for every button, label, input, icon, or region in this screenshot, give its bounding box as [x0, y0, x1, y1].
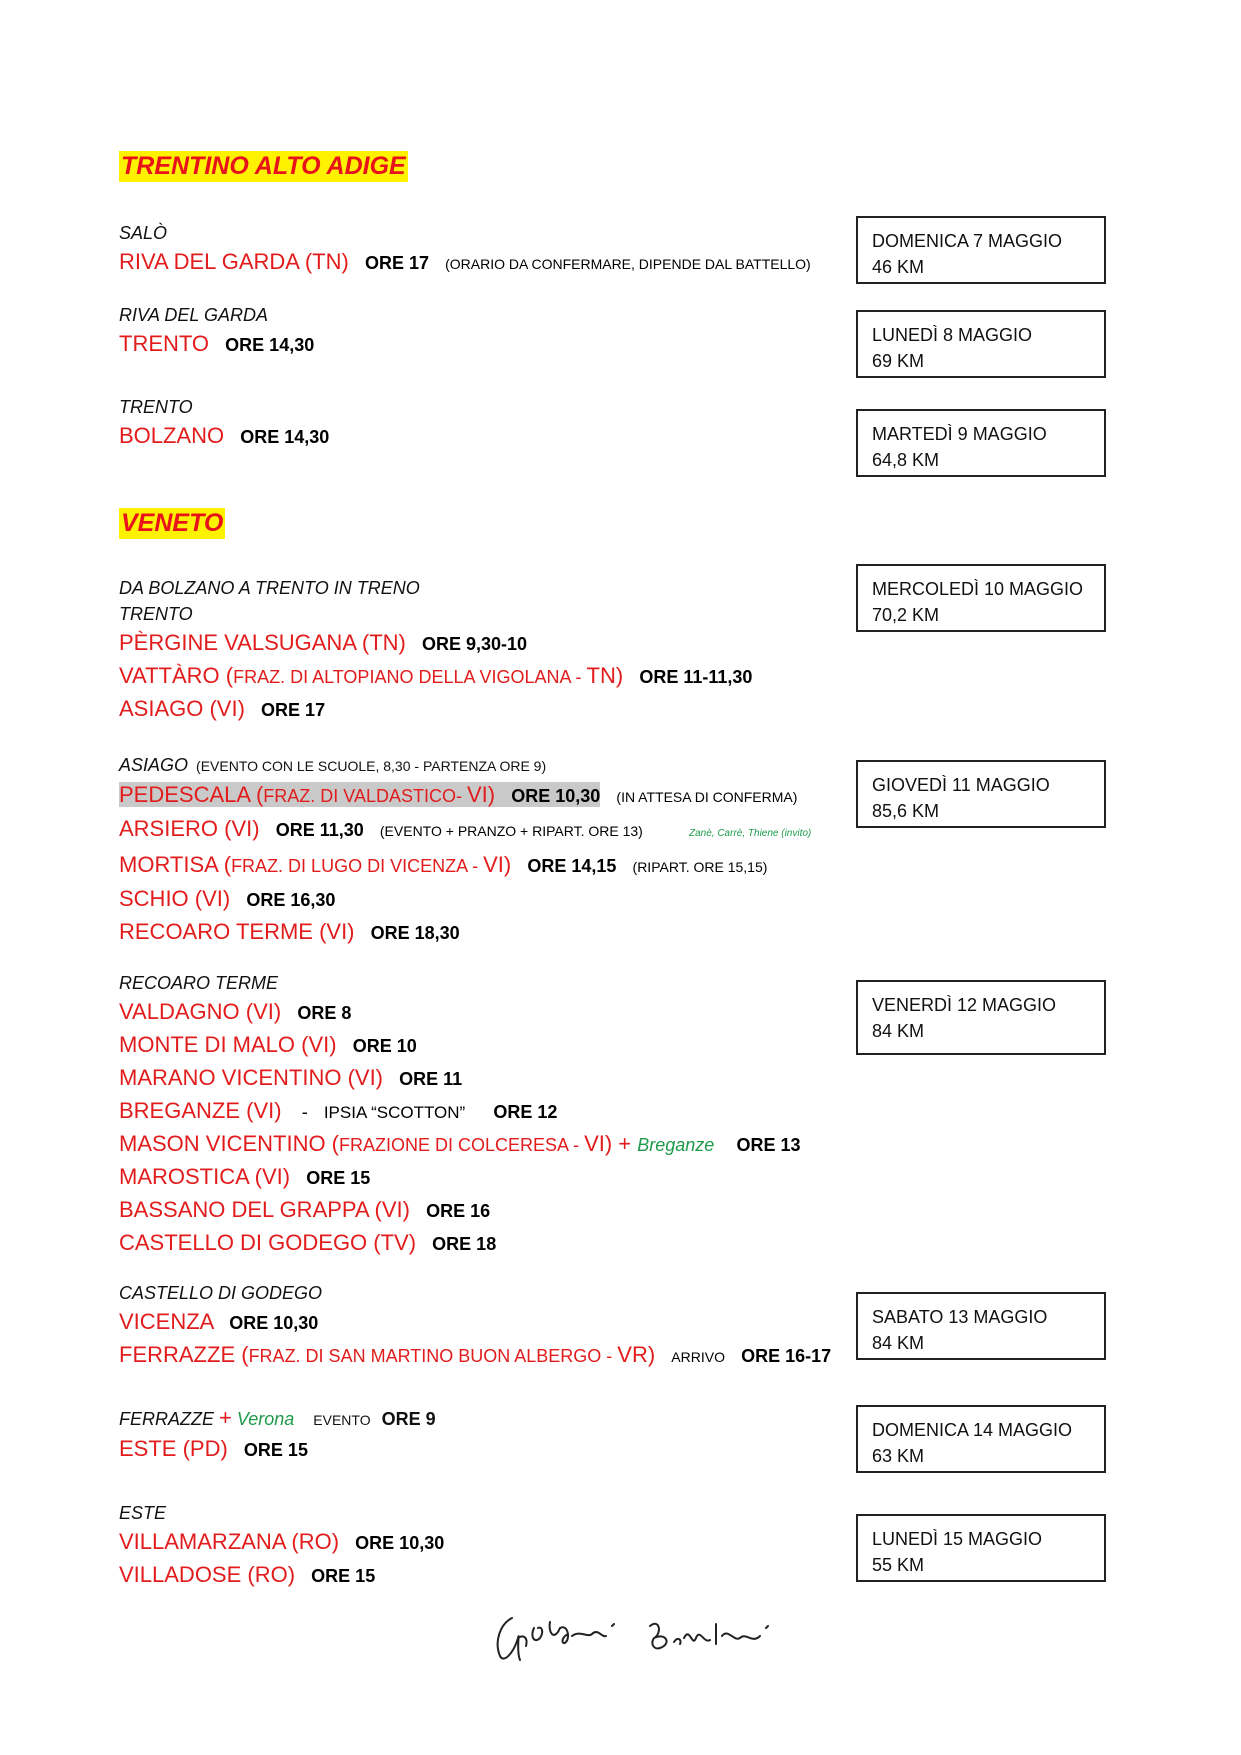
- stop-time: ORE 14,30: [240, 427, 330, 447]
- km-label: 85,6 KM: [872, 801, 940, 821]
- stage-block: [119, 752, 819, 949]
- stage-block: [119, 220, 819, 280]
- date-label: LUNEDÌ 8 MAGGIO: [872, 325, 1033, 345]
- stop-line: [119, 1161, 819, 1194]
- stop-note: (EVENTO + PRANZO + RIPART. ORE 13): [379, 823, 643, 839]
- stop-city: RECOARO TERME (VI): [119, 919, 355, 944]
- stop-city: MONTE DI MALO (VI): [119, 1032, 337, 1057]
- stop-time: ORE 10,30: [511, 786, 601, 806]
- date-label: DOMENICA 14 MAGGIO: [872, 1420, 1073, 1440]
- stage-origin-name: ASIAGO: [119, 755, 189, 775]
- stage-origin: DA BOLZANO A TRENTO IN TRENO: [119, 578, 420, 598]
- stop-line: [119, 1062, 819, 1095]
- date-label: MERCOLEDÌ 10 MAGGIO: [872, 579, 1084, 599]
- stop-city: MARANO VICENTINO (VI): [119, 1065, 384, 1090]
- stop-city: VILLAMARZANA (RO): [119, 1529, 340, 1554]
- stop-time: ORE 10,30: [229, 1313, 319, 1333]
- stop-line: [119, 627, 819, 660]
- date-label: VENERDÌ 12 MAGGIO: [872, 995, 1057, 1015]
- stop-city-end: VI): [466, 782, 496, 807]
- stop-city: CASTELLO DI GODEGO (TV): [119, 1230, 417, 1255]
- date-box: [856, 760, 1106, 828]
- stage-origin: SALÒ: [119, 223, 168, 243]
- stop-city: BOLZANO: [119, 423, 225, 448]
- stop-line: [119, 883, 819, 916]
- stop-city: RIVA DEL GARDA (TN): [119, 249, 349, 274]
- stop-time: ORE 15: [306, 1168, 371, 1188]
- stop-city: BREGANZE (VI): [119, 1098, 282, 1123]
- stage-block: [119, 302, 819, 361]
- stage-origin: RIVA DEL GARDA: [119, 305, 269, 325]
- stop-time: ORE 16-17: [741, 1346, 832, 1366]
- stage-origin-secondary: TRENTO: [119, 604, 193, 624]
- date-label: SABATO 13 MAGGIO: [872, 1307, 1048, 1327]
- stop-city: BASSANO DEL GRAPPA (VI): [119, 1197, 410, 1222]
- green-city: Breganze: [637, 1135, 715, 1155]
- green-note: Zanè, Carrè, Thiene (invito): [688, 828, 812, 839]
- date-box: [856, 1292, 1106, 1360]
- stop-line: [119, 1306, 819, 1339]
- stop-dash: -: [301, 1102, 308, 1122]
- stop-time: ORE 15: [243, 1440, 308, 1460]
- km-label: 55 KM: [872, 1555, 925, 1575]
- stage-origin-name: FERRAZZE: [119, 1409, 215, 1429]
- stop-city: MAROSTICA (VI): [119, 1164, 291, 1189]
- stop-time: ORE 11,30: [275, 820, 364, 840]
- stop-city: VICENZA: [119, 1309, 214, 1334]
- stop-city: SCHIO (VI): [119, 886, 231, 911]
- date-label: DOMENICA 7 MAGGIO: [872, 231, 1063, 251]
- date-box: [856, 409, 1106, 477]
- region-title-trentino: TRENTINO ALTO ADIGE: [121, 152, 406, 180]
- origin-extra: EVENTO: [313, 1412, 371, 1428]
- stop-fraction: FRAZ. DI SAN MARTINO BUON ALBERGO -: [248, 1346, 618, 1366]
- stop-line: [119, 1339, 832, 1373]
- stop-time: ORE 16: [426, 1201, 491, 1221]
- stop-time: ORE 12: [493, 1102, 558, 1122]
- stage-origin: ESTE: [119, 1503, 167, 1523]
- stop-city: ARSIERO (VI): [119, 816, 260, 841]
- stop-time: ORE 15: [311, 1566, 376, 1586]
- date-box: [856, 1405, 1106, 1473]
- km-label: 64,8 KM: [872, 450, 940, 470]
- stop-line: [119, 1559, 819, 1592]
- stop-extra: ARRIVO: [671, 1349, 725, 1365]
- km-label: 63 KM: [872, 1446, 925, 1466]
- date-box: [856, 216, 1106, 284]
- stop-time: ORE 14,30: [225, 335, 315, 355]
- origin-plus: +: [219, 1405, 232, 1430]
- stop-time: ORE 16,30: [246, 890, 336, 910]
- stop-time: ORE 18: [432, 1234, 497, 1254]
- stop-note: (ORARIO DA CONFERMARE, DIPENDE DAL BATTELLO): [445, 256, 811, 272]
- origin-time: ORE 9: [381, 1409, 436, 1429]
- date-box: [856, 564, 1106, 632]
- stage-origin: RECOARO TERME: [119, 973, 279, 993]
- stop-time: ORE 13: [736, 1135, 801, 1155]
- signature-image: [490, 1598, 810, 1670]
- stop-line: [119, 779, 819, 813]
- stop-time: ORE 14,15: [527, 856, 617, 876]
- stop-line: [119, 1194, 819, 1227]
- stage-origin: CASTELLO DI GODEGO: [119, 1283, 323, 1303]
- stage-block: [119, 1405, 819, 1466]
- km-label: 46 KM: [872, 257, 925, 277]
- highlighted-stop: [119, 782, 600, 807]
- stop-city: TRENTO: [119, 331, 210, 356]
- stop-line: [119, 420, 819, 453]
- stop-line: [119, 1029, 819, 1062]
- stage-block: [119, 1280, 832, 1373]
- stop-line: [119, 1227, 819, 1260]
- stop-line: [119, 1526, 819, 1559]
- stage-origin-note: (EVENTO CON LE SCUOLE, 8,30 - PARTENZA ORE 9): [196, 758, 547, 774]
- stop-note: (RIPART. ORE 15,15): [632, 859, 768, 875]
- date-label: GIOVEDÌ 11 MAGGIO: [872, 775, 1050, 795]
- stop-city: MORTISA (: [119, 852, 232, 877]
- date-box: [856, 1514, 1106, 1582]
- stop-time: ORE 17: [261, 700, 326, 720]
- stop-city: PEDESCALA (: [119, 782, 264, 807]
- stop-fraction: FRAZ. DI LUGO DI VICENZA -: [231, 856, 484, 876]
- stop-time: ORE 18,30: [370, 923, 460, 943]
- stop-extra: IPSIA “SCOTTON”: [323, 1103, 466, 1122]
- stop-city-end: VI) +: [584, 1131, 638, 1156]
- stop-city-end: VR): [617, 1342, 656, 1367]
- stop-city-end: TN): [586, 663, 624, 688]
- stop-fraction: FRAZ. DI ALTOPIANO DELLA VIGOLANA -: [233, 667, 587, 687]
- stop-time: ORE 10: [352, 1036, 417, 1056]
- region-title-veneto: VENETO: [121, 509, 224, 537]
- stop-line: [119, 849, 819, 883]
- stop-line: [119, 1095, 819, 1128]
- stage-origin: TRENTO: [119, 397, 193, 417]
- stop-line: [119, 660, 819, 693]
- stage-block: [119, 394, 819, 453]
- stop-time: ORE 8: [297, 1003, 352, 1023]
- date-label: MARTEDÌ 9 MAGGIO: [872, 424, 1047, 444]
- stage-block: [119, 575, 819, 726]
- stop-time: ORE 11: [399, 1069, 463, 1089]
- stage-origin: [119, 752, 819, 779]
- km-label: 84 KM: [872, 1333, 925, 1353]
- stage-origin: [119, 1405, 819, 1433]
- stop-city: FERRAZZE (: [119, 1342, 249, 1367]
- stop-city: MASON VICENTINO (: [119, 1131, 340, 1156]
- stop-city: VATTÀRO (: [119, 663, 234, 688]
- date-box: [856, 310, 1106, 378]
- stop-city: PÈRGINE VALSUGANA (TN): [119, 630, 406, 655]
- stop-note: (IN ATTESA DI CONFERMA): [616, 789, 798, 805]
- stop-line: [119, 916, 819, 949]
- stop-fraction: FRAZIONE DI COLCERESA -: [339, 1135, 585, 1155]
- green-city: Verona: [236, 1409, 295, 1429]
- stop-city: ESTE (PD): [119, 1436, 228, 1461]
- stop-line: [119, 246, 819, 280]
- stop-city-end: VI): [483, 852, 512, 877]
- stop-time: ORE 10,30: [355, 1533, 445, 1553]
- stop-time: ORE 11-11,30: [639, 667, 753, 687]
- km-label: 69 KM: [872, 351, 925, 371]
- date-label: LUNEDÌ 15 MAGGIO: [872, 1529, 1043, 1549]
- stage-block: [119, 1500, 819, 1592]
- stop-line: [119, 693, 819, 726]
- stop-line: [119, 328, 819, 361]
- stop-time: ORE 17: [364, 253, 429, 273]
- stop-city: VALDAGNO (VI): [119, 999, 282, 1024]
- stop-time: ORE 9,30-10: [422, 634, 528, 654]
- date-box: [856, 980, 1106, 1055]
- stop-city: ASIAGO (VI): [119, 696, 245, 721]
- stop-fraction: FRAZ. DI VALDASTICO-: [263, 786, 467, 806]
- stage-block: [119, 970, 819, 1260]
- stop-line: [119, 996, 819, 1029]
- stop-line: [119, 1128, 819, 1161]
- stop-line: [119, 1433, 819, 1466]
- stop-line: [119, 813, 819, 849]
- km-label: 84 KM: [872, 1021, 925, 1041]
- km-label: 70,2 KM: [872, 605, 940, 625]
- stop-city: VILLADOSE (RO): [119, 1562, 296, 1587]
